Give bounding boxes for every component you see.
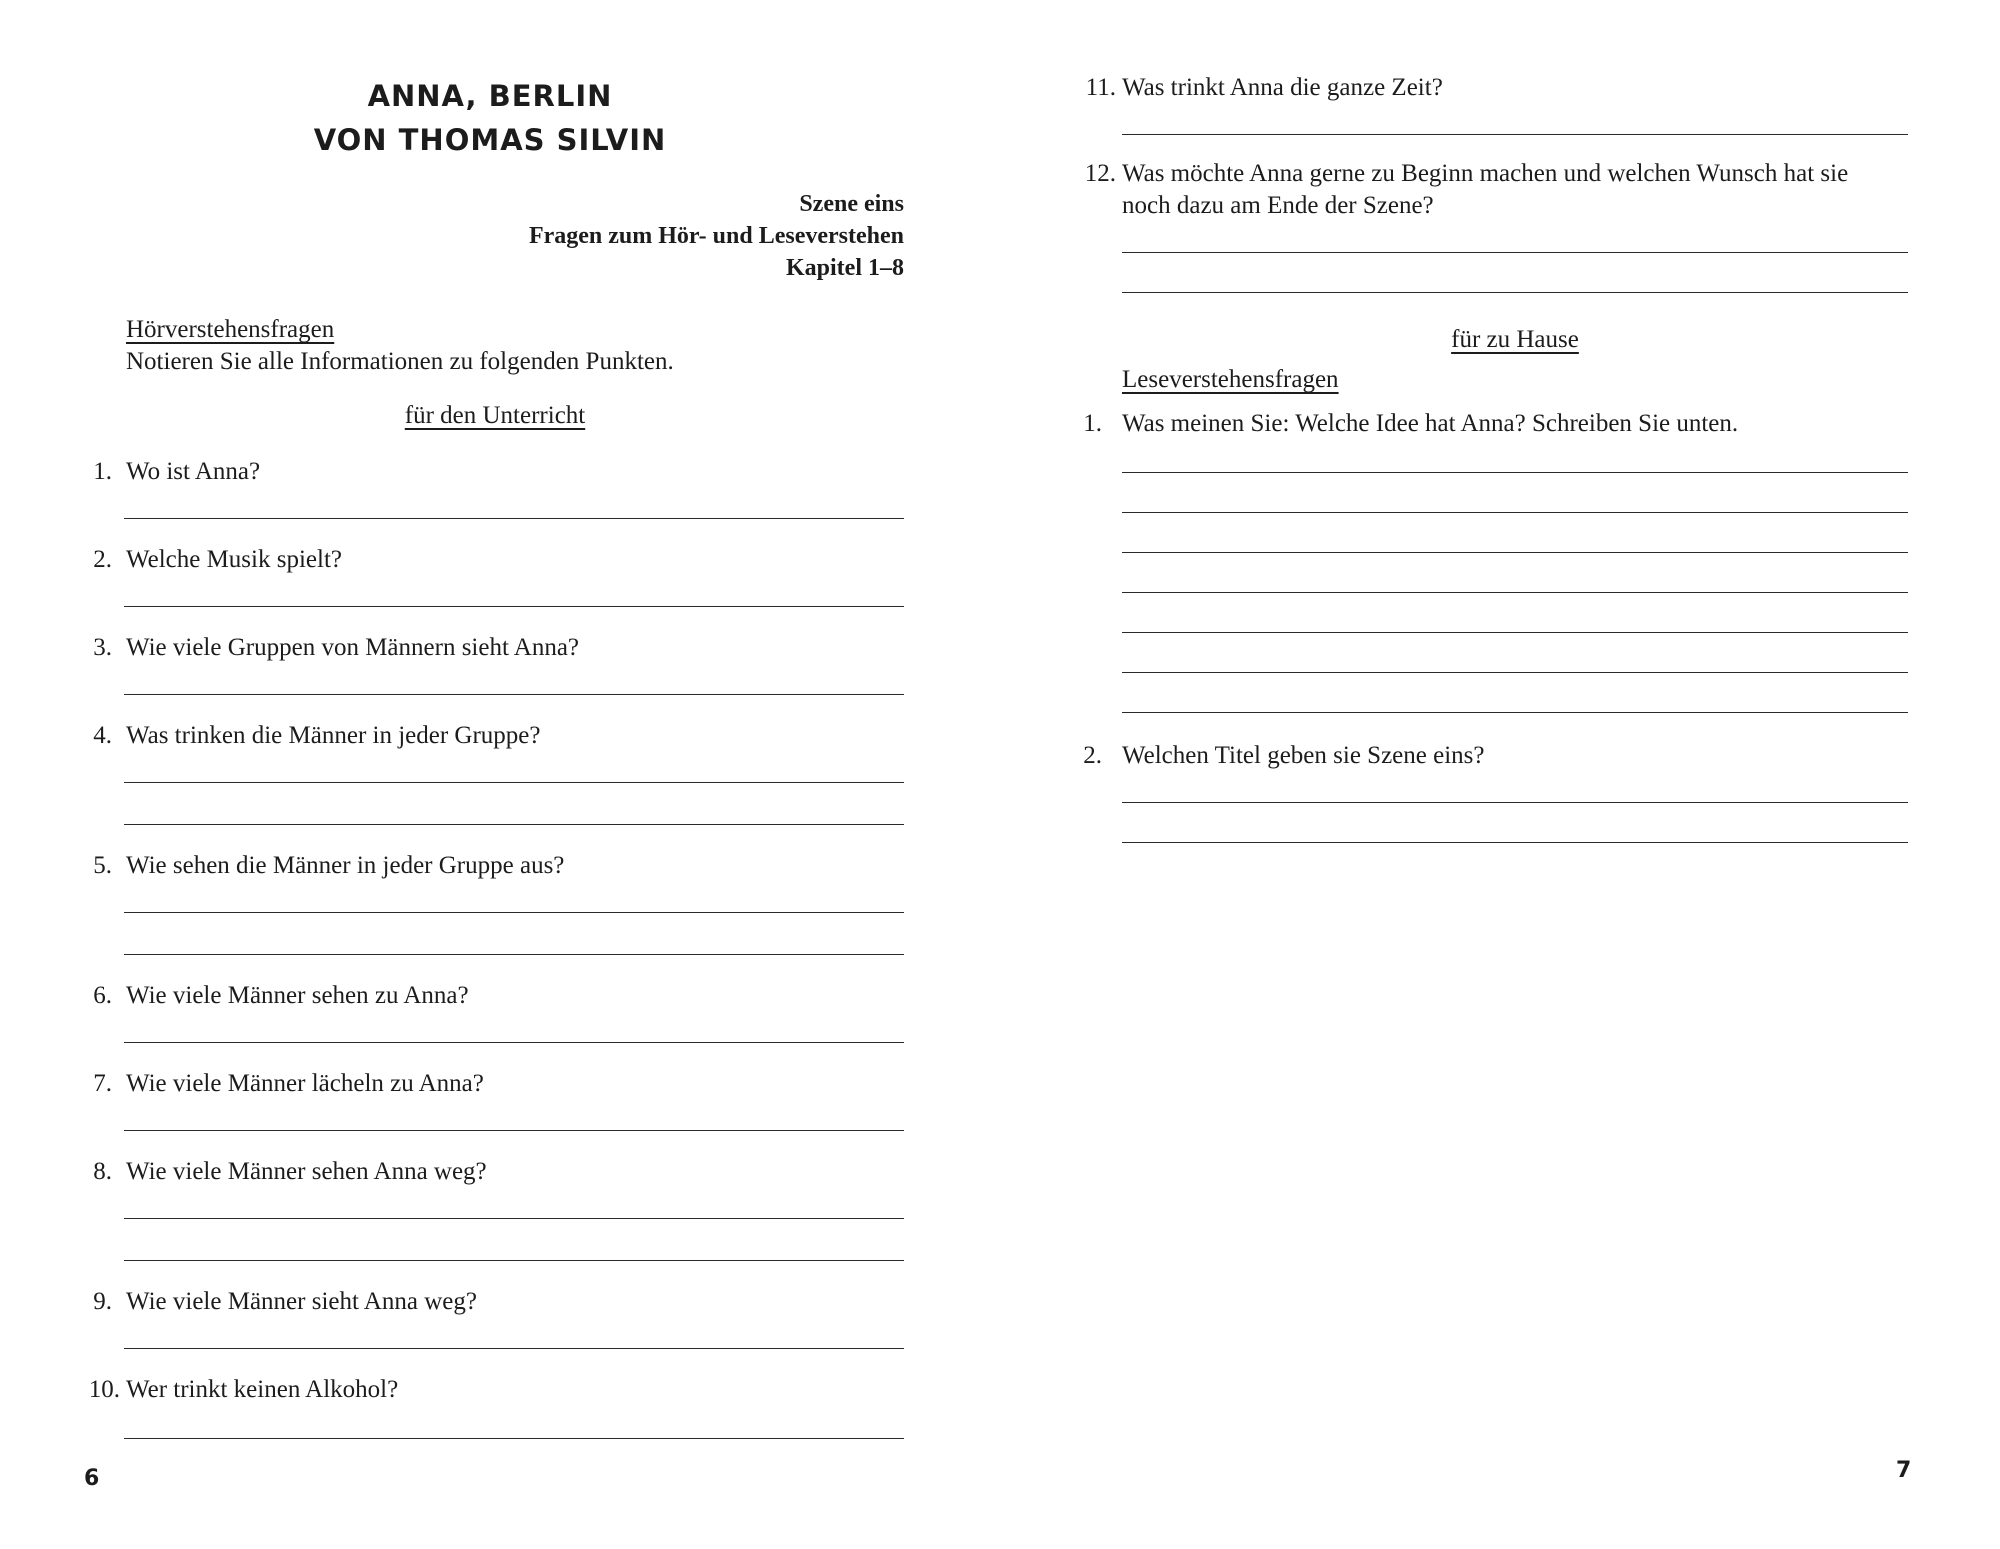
answer-line[interactable]	[1122, 632, 1908, 633]
question-number: 6.	[93, 982, 112, 1009]
answer-line[interactable]	[124, 912, 904, 913]
answer-line[interactable]	[124, 694, 904, 695]
book-author: VON THOMAS SILVIN	[313, 123, 667, 157]
answer-line[interactable]	[124, 1438, 904, 1439]
context-label-class: für den Unterricht	[404, 402, 586, 429]
answer-line[interactable]	[124, 954, 904, 955]
question-number: 11.	[1085, 74, 1116, 101]
question-number: 4.	[93, 722, 112, 749]
answer-line[interactable]	[124, 1130, 904, 1131]
answer-line[interactable]	[124, 782, 904, 783]
context-label-home: für zu Hause	[1451, 326, 1579, 353]
question-number: 12.	[1084, 160, 1116, 187]
page-number-right: 7	[1896, 1458, 1912, 1483]
question-text: Welche Musik spielt?	[126, 546, 342, 573]
answer-line[interactable]	[1122, 712, 1908, 713]
chapter-range: Kapitel 1–8	[786, 255, 904, 281]
question-number: 9.	[93, 1288, 112, 1315]
book-title: ANNA, BERLIN	[367, 79, 613, 113]
question-number: 2.	[93, 546, 112, 573]
right-page	[1000, 0, 2000, 1549]
answer-line[interactable]	[1122, 134, 1908, 135]
question-number: 1.	[93, 458, 112, 485]
question-text: Wie viele Gruppen von Männern sieht Anna?	[126, 634, 580, 661]
answer-line[interactable]	[124, 1042, 904, 1043]
scene-label: Szene eins	[799, 191, 904, 217]
answer-line[interactable]	[1122, 802, 1908, 803]
instruction-text: Notieren Sie alle Informationen zu folgenden Punkten.	[126, 348, 674, 375]
question-text: Was meinen Sie: Welche Idee hat Anna? Schreiben Sie unten.	[1122, 410, 1739, 437]
answer-line[interactable]	[124, 606, 904, 607]
answer-line[interactable]	[1122, 592, 1908, 593]
question-number: 3.	[93, 634, 112, 661]
answer-line[interactable]	[124, 824, 904, 825]
answer-line[interactable]	[1122, 672, 1908, 673]
question-text: Wie viele Männer sehen Anna weg?	[126, 1158, 487, 1185]
question-text: Was trinken die Männer in jeder Gruppe?	[126, 722, 541, 749]
question-number: 7.	[93, 1070, 112, 1097]
question-text: Wo ist Anna?	[126, 458, 261, 485]
question-text: Was trinkt Anna die ganze Zeit?	[1122, 74, 1443, 101]
worksheet-subtitle: Fragen zum Hör- und Leseverstehen	[528, 223, 904, 249]
answer-line[interactable]	[124, 1218, 904, 1219]
question-text: Wie viele Männer sieht Anna weg?	[126, 1288, 477, 1315]
question-number: 1.	[1083, 410, 1102, 437]
answer-line[interactable]	[1122, 292, 1908, 293]
question-number: 5.	[93, 852, 112, 879]
answer-line[interactable]	[124, 518, 904, 519]
page-number-left: 6	[84, 1466, 100, 1491]
question-text-continued: noch dazu am Ende der Szene?	[1122, 192, 1434, 219]
question-text: Welchen Titel geben sie Szene eins?	[1122, 742, 1485, 769]
question-number: 2.	[1083, 742, 1102, 769]
answer-line[interactable]	[124, 1260, 904, 1261]
question-text: Wer trinkt keinen Alkohol?	[126, 1376, 399, 1403]
question-number: 8.	[93, 1158, 112, 1185]
answer-line[interactable]	[1122, 842, 1908, 843]
answer-line[interactable]	[124, 1348, 904, 1349]
answer-line[interactable]	[1122, 252, 1908, 253]
question-number: 10.	[88, 1376, 120, 1403]
section-heading-listening: Hörverstehensfragen	[126, 316, 335, 343]
answer-line[interactable]	[1122, 512, 1908, 513]
answer-line[interactable]	[1122, 472, 1908, 473]
question-text: Wie viele Männer lächeln zu Anna?	[126, 1070, 484, 1097]
question-text: Was möchte Anna gerne zu Beginn machen und welchen Wunsch hat sie	[1122, 160, 1849, 187]
answer-line[interactable]	[1122, 552, 1908, 553]
question-text: Wie viele Männer sehen zu Anna?	[126, 982, 469, 1009]
section-heading-reading: Leseverstehensfragen	[1122, 366, 1339, 393]
question-text: Wie sehen die Männer in jeder Gruppe aus?	[126, 852, 565, 879]
